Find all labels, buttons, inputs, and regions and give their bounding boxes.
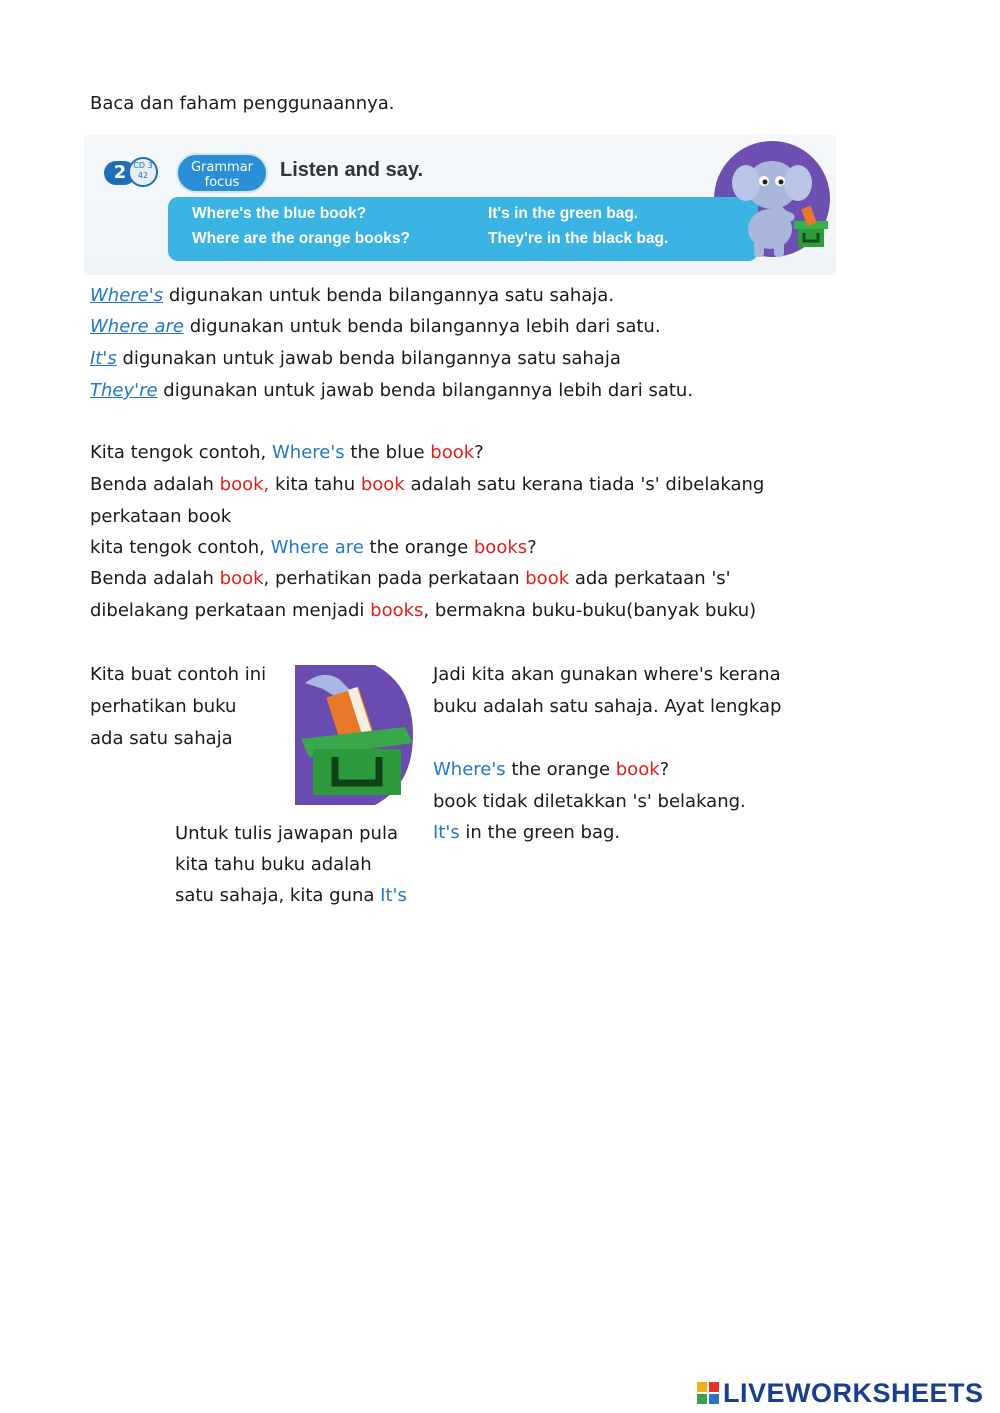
text: kita tengok contoh,	[90, 537, 271, 558]
noun: book	[360, 474, 405, 495]
text: ?	[474, 442, 484, 463]
usage-desc: digunakan untuk jawab benda bilangannya satu sahaja	[122, 348, 621, 369]
keyword: Where's	[433, 759, 506, 780]
text: Benda adalah	[90, 474, 220, 495]
usage-desc: digunakan untuk benda bilangannya satu sahaja.	[168, 285, 615, 306]
usage-desc: digunakan untuk benda bilangannya lebih dari satu.	[189, 316, 661, 337]
intro-text: Baca dan faham penggunaannya.	[90, 93, 395, 114]
answer-1: It's in the green bag.	[488, 205, 639, 222]
example2-line3	[90, 595, 756, 627]
right-col-question	[433, 754, 669, 786]
example1-line3: perkataan book	[90, 506, 232, 527]
noun: book,	[219, 474, 270, 495]
badge-line2: focus	[204, 175, 240, 190]
usage-term-they-re[interactable]: They're	[90, 380, 158, 401]
sentence-strip	[168, 197, 758, 261]
text: in the green bag.	[459, 822, 621, 843]
noun: books	[370, 600, 424, 621]
text: the orange	[363, 537, 474, 558]
usage-it-s	[90, 343, 621, 375]
example2-line2	[90, 563, 731, 595]
text: Benda adalah	[90, 568, 220, 589]
usage-desc: digunakan untuk jawab benda bilangannya lebih dari satu.	[163, 380, 694, 401]
text: , perhatikan pada perkataan	[263, 568, 526, 589]
elephant-icon	[724, 145, 836, 265]
text: the orange	[505, 759, 616, 780]
answer-2: They're in the black bag.	[488, 230, 669, 247]
example2-line1	[90, 532, 537, 564]
text: adalah satu kerana tiada 's' dibelakang	[404, 474, 765, 495]
question-2: Where are the orange books?	[192, 230, 410, 247]
liveworksheets-icon	[697, 1382, 719, 1404]
brand-text: LIVEWORKSHEETS	[723, 1378, 984, 1408]
text: kita tahu	[269, 474, 361, 495]
text: , bermakna buku-buku(banyak buku)	[423, 600, 757, 621]
right-col-line1: Jadi kita akan gunakan where's kerana	[433, 664, 781, 685]
cd-label: CD 3	[133, 161, 153, 170]
noun: book	[525, 568, 570, 589]
keyword: Where are	[270, 537, 364, 558]
usage-where-s	[90, 280, 614, 312]
question-1: Where's the blue book?	[192, 205, 367, 222]
cd-track: 42	[137, 171, 149, 180]
banner-title: Listen and say.	[280, 159, 424, 181]
right-col-answer	[433, 817, 620, 849]
example1-line2	[90, 469, 764, 501]
text: Kita tengok contoh,	[90, 442, 272, 463]
noun: book	[615, 759, 660, 780]
usage-they-re	[90, 375, 693, 407]
cd-icon	[128, 157, 158, 187]
answer-note-line2: kita tahu buku adalah	[175, 854, 372, 875]
answer-note-line3	[175, 880, 407, 912]
badge-line1: Grammar	[190, 160, 254, 175]
text: satu sahaja, kita guna	[175, 885, 381, 906]
usage-term-where-s[interactable]: Where's	[90, 285, 164, 306]
grammar-focus-badge	[176, 153, 268, 193]
text: the blue	[344, 442, 431, 463]
keyword: It's	[433, 822, 460, 843]
answer-note-line1: Untuk tulis jawapan pula	[175, 823, 398, 844]
liveworksheets-logo[interactable]	[697, 1378, 984, 1409]
right-col-line2: buku adalah satu sahaja. Ayat lengkap	[433, 696, 782, 717]
noun: book	[430, 442, 475, 463]
text: dibelakang perkataan menjadi	[90, 600, 371, 621]
left-col-line1: Kita buat contoh ini	[90, 664, 267, 685]
exercise-number: 2	[104, 161, 136, 185]
text: ?	[527, 537, 537, 558]
text: ada perkataan 's'	[569, 568, 731, 589]
book-in-box-illustration	[295, 665, 413, 805]
noun: books	[473, 537, 528, 558]
left-col-line2: perhatikan buku	[90, 696, 237, 717]
left-col-line3: ada satu sahaja	[90, 728, 233, 749]
keyword: Where's	[271, 442, 345, 463]
text: ?	[659, 759, 670, 780]
grammar-focus-banner	[84, 135, 836, 275]
usage-term-it-s[interactable]: It's	[90, 348, 117, 369]
keyword: It's	[380, 885, 407, 906]
noun: book	[219, 568, 264, 589]
usage-where-are	[90, 311, 661, 343]
example1-line1	[90, 437, 484, 469]
usage-term-where-are[interactable]: Where are	[90, 316, 184, 337]
right-col-line4: book tidak diletakkan 's' belakang.	[433, 791, 746, 812]
